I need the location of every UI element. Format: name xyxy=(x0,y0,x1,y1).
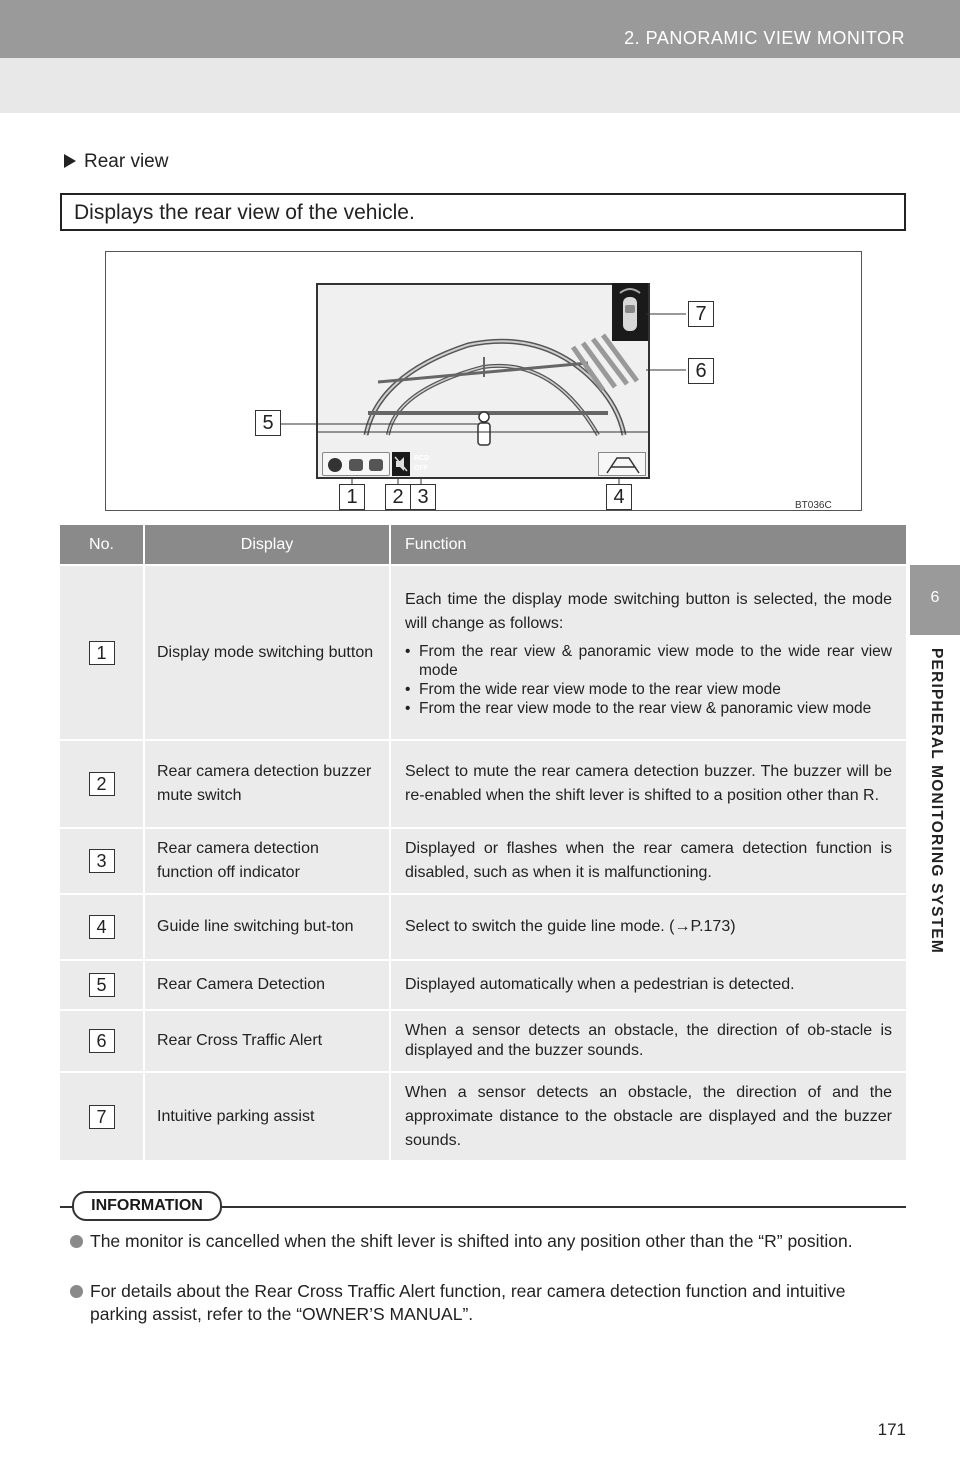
row-function: Select to mute the rear camera detection buzzer. The buzzer will be re-enabled when the shift lever is shifted to a position other than R. xyxy=(405,763,892,804)
row-number: 7 xyxy=(89,1105,115,1129)
row-function: Displayed automatically when a pedestrian is detected. xyxy=(405,976,795,993)
row-function: Each time the display mode switching button is selected, the mode will change as follows: xyxy=(405,590,892,632)
table-header-row xyxy=(60,525,906,565)
row-display: Rear Cross Traffic Alert xyxy=(157,1032,323,1049)
row-function: Displayed or flashes when the rear camera detection function is disabled, such as when it is malfunctioning. xyxy=(405,840,892,881)
row-display: Intuitive parking assist xyxy=(157,1107,315,1125)
bullet-dot-icon xyxy=(70,1235,83,1248)
chapter-title: 2. PANORAMIC VIEW MONITOR xyxy=(624,28,905,48)
callout-1: 1 xyxy=(339,484,365,510)
callout-5: 5 xyxy=(255,410,281,436)
mode-list xyxy=(405,642,892,718)
header-no: No. xyxy=(60,525,144,565)
section-heading-text: Rear view xyxy=(84,151,169,172)
information-label: INFORMATION xyxy=(72,1191,222,1221)
row-number: 5 xyxy=(89,973,115,997)
row-display: Rear Camera Detection xyxy=(157,976,326,993)
header-function: Function xyxy=(390,525,906,565)
callout-2: 2 xyxy=(385,484,411,510)
row-number: 6 xyxy=(89,1029,115,1053)
callout-3: 3 xyxy=(410,484,436,510)
bullet-dot-icon xyxy=(70,1285,83,1298)
chapter-side-label: PERIPHERAL MONITORING SYSTEM xyxy=(928,648,945,955)
row-number: 1 xyxy=(89,641,115,665)
chapter-tab: 6 xyxy=(910,565,960,635)
list-item: • From the wide rear view mode to the rear view mode xyxy=(405,680,892,699)
information-text: The monitor is cancelled when the shift lever is shifted into any position other than the “R” position. xyxy=(90,1231,853,1251)
table-row xyxy=(60,828,906,894)
callout-6: 6 xyxy=(688,358,714,384)
callout-4: 4 xyxy=(606,484,632,510)
row-display: Display mode switching button xyxy=(157,643,374,661)
table-row xyxy=(60,1072,906,1160)
figure-code: BT036C xyxy=(795,500,832,511)
header-display: Display xyxy=(144,525,390,565)
row-number: 4 xyxy=(89,915,115,939)
off-label: OFF xyxy=(414,465,428,472)
row-function: When a sensor detects an obstacle, the direction of and the approximate distance to the obstacle are displayed and the buzzer sounds. xyxy=(405,1083,892,1149)
table-row xyxy=(60,565,906,740)
table-row xyxy=(60,960,906,1010)
information-text: For details about the Rear Cross Traffic Alert function, rear camera detection function and intuitive parking assist, refer to the “OWNER’S MANUAL”. xyxy=(90,1281,846,1324)
information-item xyxy=(70,1230,905,1253)
row-number: 2 xyxy=(89,772,115,796)
description-box: Displays the rear view of the vehicle. xyxy=(60,193,906,231)
callout-7: 7 xyxy=(688,301,714,327)
list-item: • From the rear view & panoramic view mode to the wide rear view mode xyxy=(405,642,892,680)
row-function: Select to switch the guide line mode. (→P.173) xyxy=(405,918,736,935)
table-row xyxy=(60,1010,906,1072)
rcd-label: RCD xyxy=(414,455,430,462)
row-number: 3 xyxy=(89,849,115,873)
table-row xyxy=(60,894,906,960)
callout-leader-lines xyxy=(0,0,960,560)
row-function: When a sensor detects an obstacle, the direction of ob-stacle is displayed and the buzzer sounds. xyxy=(405,1022,892,1059)
row-display: Rear camera detection buzzer mute switch xyxy=(157,763,372,804)
function-table xyxy=(60,525,906,1160)
information-item xyxy=(70,1280,905,1326)
row-display: Rear camera detection function off indicator xyxy=(157,840,319,881)
row-display: Guide line switching but-ton xyxy=(157,918,354,935)
list-item: • From the rear view mode to the rear view & panoramic view mode xyxy=(405,699,892,718)
page-number: 171 xyxy=(877,1420,906,1439)
table-row xyxy=(60,740,906,828)
